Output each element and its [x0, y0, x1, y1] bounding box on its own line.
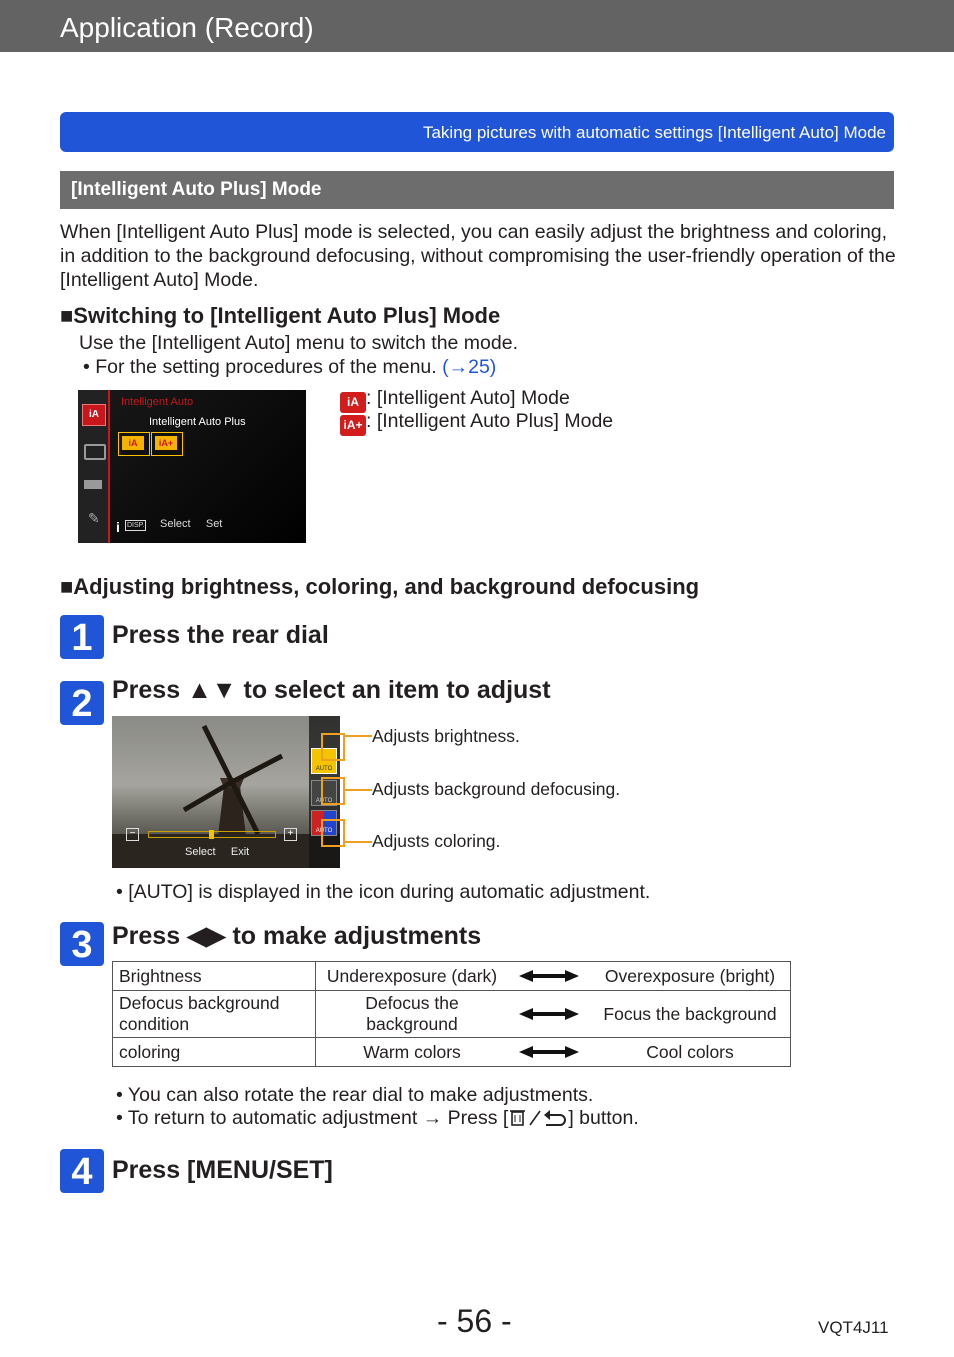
intro-paragraph: When [Intelligent Auto Plus] mode is selected, you can easily adjust the brightness and coloring, in addition to the background defocusing, without compromising the user-friendly operation of the [Intelligent Auto] Mode. [60, 221, 896, 291]
table-cell-right: Cool colors [590, 1038, 791, 1067]
ia-plus-mode-icon: iA+ [340, 415, 366, 436]
coloring-adjust-icon[interactable]: AUTO [311, 810, 337, 836]
legend-ia: : [Intelligent Auto] Mode [366, 387, 570, 409]
table-cell-right: Overexposure (bright) [590, 962, 791, 991]
note-return-auto [116, 1107, 639, 1130]
page-reference-link[interactable]: (→25) [442, 356, 497, 378]
disp-icon: DISP. [127, 522, 145, 529]
chapter-title: Application (Record) [60, 12, 314, 43]
step-4-number: 4 [60, 1149, 104, 1193]
minus-icon: − [126, 828, 139, 841]
video-icon [84, 480, 102, 489]
callout-brightness: Adjusts brightness. [372, 726, 520, 746]
ia-icon: iA [122, 436, 144, 450]
adjust-slider[interactable] [148, 831, 276, 838]
switching-note [83, 356, 496, 379]
note-return-text: • To return to automatic adjustment → Press [ [116, 1107, 509, 1129]
info-icon: i [116, 519, 120, 535]
step-1-title: Press the rear dial [112, 621, 329, 649]
step-1-number: 1 [60, 615, 104, 659]
step-2-title [112, 676, 551, 705]
adjustment-table [112, 961, 791, 1067]
viewfinder-footer: Select Exit [185, 846, 250, 858]
up-down-arrows-icon: ▲▼ [187, 676, 237, 704]
callout-defocus: Adjusts background defocusing. [372, 779, 621, 799]
page-number: - 56 - [437, 1303, 512, 1339]
camera-icon [84, 444, 106, 460]
ia-plus-icon: iA+ [155, 436, 177, 450]
double-arrow-icon [508, 962, 590, 991]
slider-handle[interactable] [209, 830, 214, 839]
table-cell-left: Warm colors [316, 1038, 509, 1067]
menu-footer: Select Set [160, 518, 223, 530]
menu-title: Intelligent Auto [121, 396, 194, 408]
table-cell-right: Focus the background [590, 991, 791, 1038]
step-3-pre: Press [112, 922, 188, 950]
ia-mode-icon: iA [340, 392, 366, 413]
double-arrow-icon [508, 991, 590, 1038]
table-cell-left: Underexposure (dark) [316, 962, 509, 991]
note-rotate-dial: • You can also rotate the rear dial to make adjustments. [116, 1084, 594, 1106]
step-3-number: 3 [60, 922, 104, 966]
brightness-adjust-icon[interactable]: AUTO [311, 748, 337, 774]
step-3-title [112, 921, 481, 951]
table-cell-item: coloring [113, 1038, 316, 1067]
note-return-end: ] button. [568, 1107, 639, 1129]
menu-divider [108, 390, 110, 543]
switching-note-text: • For the setting procedures of the menu. [83, 356, 437, 378]
menu-screenshot [78, 390, 306, 543]
left-right-arrows-icon: ◀▶ [187, 922, 226, 950]
step-2-pre: Press [112, 676, 188, 704]
ia-tab-icon: iA [82, 404, 106, 426]
table-cell-left: Defocus the background [316, 991, 509, 1038]
callout-coloring: Adjusts coloring. [372, 831, 501, 851]
double-arrow-icon [508, 1038, 590, 1067]
section-title: [Intelligent Auto Plus] Mode [71, 179, 322, 200]
step-4-title: Press [MENU/SET] [112, 1156, 333, 1184]
callout-lines [318, 726, 374, 850]
table-row [113, 962, 791, 991]
table-row [113, 1038, 791, 1067]
switching-instruction: Use the [Intelligent Auto] menu to switch the mode. [79, 332, 518, 354]
section-header [60, 171, 894, 209]
trash-back-icon [508, 1107, 568, 1129]
table-cell-item: Defocus background condition [113, 991, 316, 1038]
menu-selected-label: Intelligent Auto Plus [149, 416, 246, 428]
table-row [113, 991, 791, 1038]
document-code: VQT4J11 [818, 1318, 889, 1337]
adjusting-heading: ■Adjusting brightness, coloring, and background defocusing [60, 574, 700, 599]
step-2-post: to select an item to adjust [236, 676, 551, 704]
viewfinder-screenshot [112, 716, 340, 868]
breadcrumb[interactable] [60, 112, 894, 152]
auto-note: • [AUTO] is displayed in the icon during automatic adjustment. [116, 881, 651, 903]
plus-icon: + [284, 828, 297, 841]
legend-ia-plus: : [Intelligent Auto Plus] Mode [366, 410, 614, 432]
switching-heading: ■Switching to [Intelligent Auto Plus] Mode [60, 303, 501, 328]
breadcrumb-link[interactable]: Taking pictures with automatic settings [Intelligent Auto] Mode [422, 123, 886, 142]
step-2-number: 2 [60, 681, 104, 725]
wrench-icon: ✎ [88, 510, 100, 526]
chapter-header [0, 0, 954, 52]
defocus-adjust-icon[interactable]: AUTO [311, 780, 337, 806]
table-cell-item: Brightness [113, 962, 316, 991]
step-3-post: to make adjustments [225, 922, 482, 950]
menu-option-ia[interactable] [118, 432, 150, 456]
menu-option-ia-plus[interactable] [151, 432, 183, 456]
